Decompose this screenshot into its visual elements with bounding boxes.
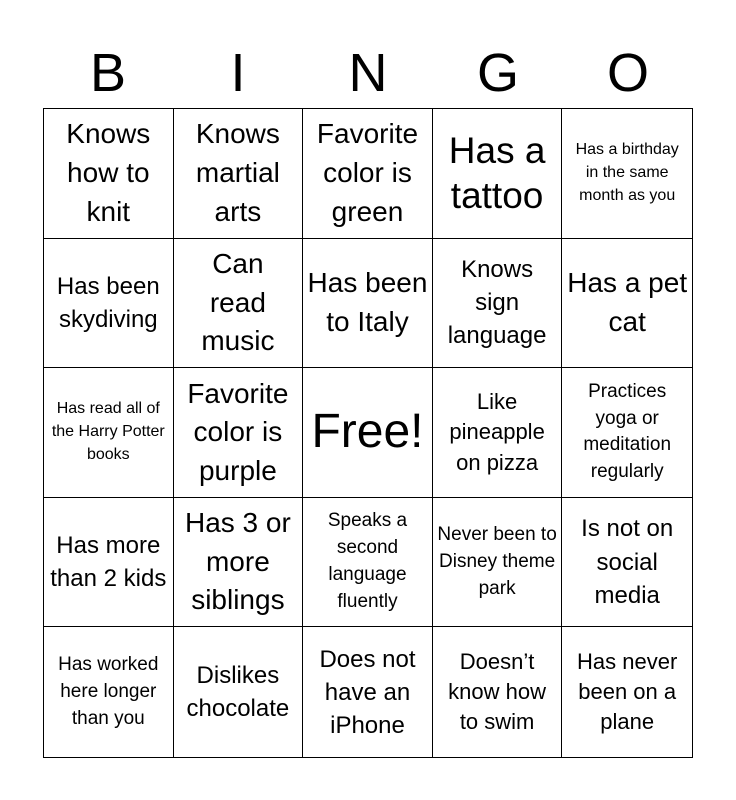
cell-label: Has worked here longer than you — [58, 653, 159, 729]
bingo-cell[interactable] — [433, 109, 563, 239]
cell-label: Has read all of the Harry Potter books — [51, 400, 165, 463]
cell-label: Never been to Disney theme park — [437, 523, 557, 599]
bingo-cell[interactable] — [44, 498, 174, 628]
bingo-cell free-space[interactable] — [303, 368, 433, 498]
cell-label: Has been skydiving — [56, 272, 160, 333]
cell-label: Favorite color is purple — [187, 377, 289, 486]
free-space-label: Free! — [311, 405, 424, 459]
cell-label: Has been to Italy — [307, 267, 428, 337]
bingo-cell[interactable] — [44, 368, 174, 498]
cell-label: Knows how to knit — [66, 118, 151, 227]
bingo-cell[interactable] — [433, 368, 563, 498]
bingo-cell[interactable] — [303, 627, 433, 757]
bingo-cell[interactable] — [562, 368, 692, 498]
bingo-cell[interactable] — [562, 239, 692, 369]
header-letter-o: O — [606, 43, 649, 103]
cell-label: Doesn’t know how to swim — [448, 648, 547, 735]
cell-label: Has a birthday in the same month as you — [575, 141, 679, 204]
bingo-cell[interactable] — [562, 109, 692, 239]
bingo-cell[interactable] — [44, 627, 174, 757]
cell-label: Practices yoga or meditation regularly — [583, 380, 672, 483]
bingo-header — [43, 38, 693, 108]
cell-label: Speaks a second language fluently — [327, 510, 408, 613]
bingo-cell[interactable] — [303, 498, 433, 628]
cell-label: Has a tattoo — [448, 130, 546, 217]
bingo-cell[interactable] — [44, 239, 174, 369]
cell-label: Like pineapple on pizza — [449, 388, 545, 475]
bingo-cell[interactable] — [562, 498, 692, 628]
cell-label: Has never been on a plane — [577, 648, 678, 735]
bingo-cell[interactable] — [433, 498, 563, 628]
bingo-cell[interactable] — [174, 627, 304, 757]
bingo-cell[interactable] — [433, 239, 563, 369]
cell-label: Knows martial arts — [195, 118, 280, 227]
cell-label: Dislikes chocolate — [186, 662, 290, 723]
cell-label: Does not have an iPhone — [319, 645, 416, 739]
bingo-cell[interactable] — [44, 109, 174, 239]
header-letter-i: I — [230, 43, 246, 103]
bingo-cell[interactable] — [303, 109, 433, 239]
cell-label: Has 3 or more siblings — [184, 507, 291, 616]
bingo-cell[interactable] — [433, 627, 563, 757]
cell-label: Has more than 2 kids — [50, 531, 167, 593]
bingo-cell[interactable] — [174, 239, 304, 369]
cell-label: Is not on social media — [581, 515, 674, 609]
cell-label: Can read music — [201, 247, 275, 357]
bingo-cell[interactable] — [562, 627, 692, 757]
cell-label: Knows sign language — [447, 256, 547, 350]
bingo-card — [43, 108, 693, 758]
cell-label: Favorite color is green — [316, 118, 419, 227]
header-letter-n: N — [348, 43, 388, 103]
bingo-cell[interactable] — [174, 498, 304, 628]
bingo-cell[interactable] — [174, 109, 304, 239]
bingo-cell[interactable] — [303, 239, 433, 369]
header-letter-b: B — [89, 43, 127, 103]
header-letter-g: G — [476, 43, 519, 103]
cell-label: Has a pet cat — [567, 267, 688, 337]
bingo-cell[interactable] — [174, 368, 304, 498]
